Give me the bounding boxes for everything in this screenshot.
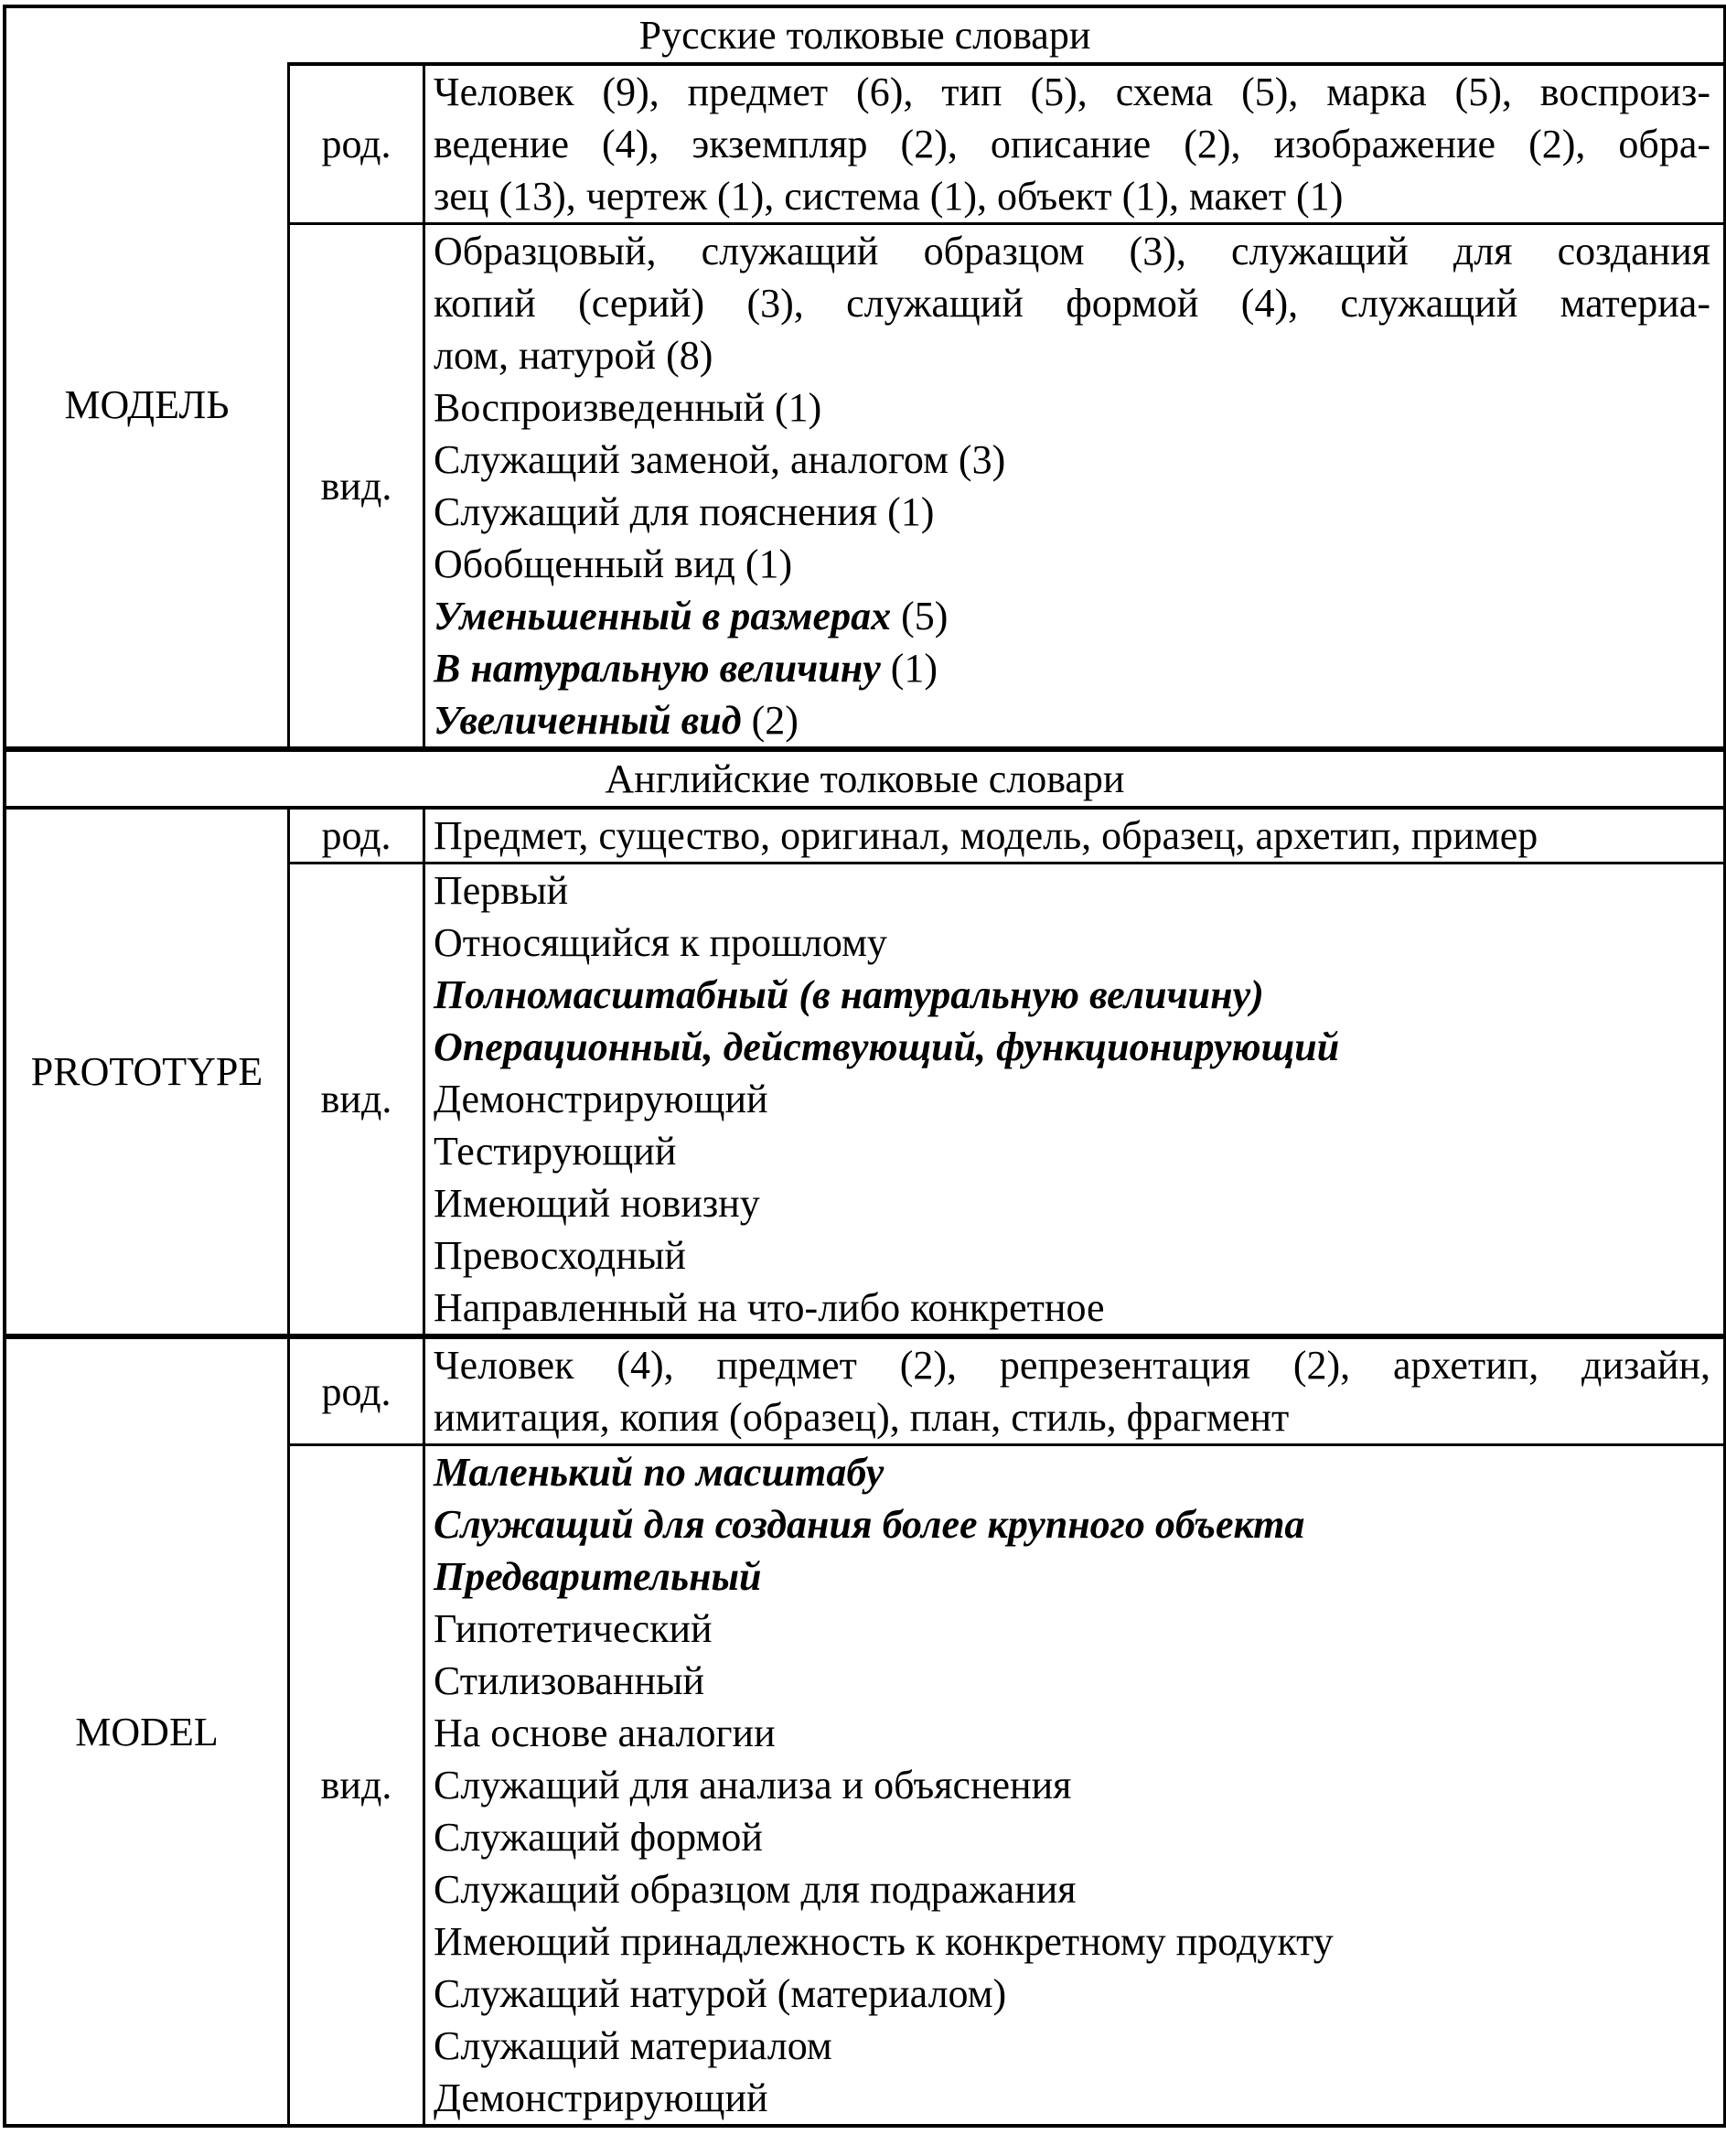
definition-line: Демонстрирующий xyxy=(434,1077,768,1121)
definition-line: На основе аналогии xyxy=(434,1711,776,1755)
definition-line: Имеющий новизну xyxy=(434,1181,760,1226)
section-header-russian-dictionaries: Русские толковые словари xyxy=(6,8,1723,62)
species-label-model-en: вид. xyxy=(290,1443,425,2124)
definition-emphasized-text: Полномасштабный (в натуральную величину) xyxy=(434,972,1264,1017)
definition-line: Служащий натурой (материалом) xyxy=(434,1971,1007,2016)
term-cell-model-ru: МОДЕЛЬ xyxy=(6,62,290,746)
definition-line: Воспроизведенный (1) xyxy=(434,385,822,430)
definition-line: Образцовый, служащий образцом (3), служащий для создания xyxy=(434,229,1710,274)
definition-emphasized-text: Служащий для создания более крупного объекта xyxy=(434,1502,1305,1547)
term-cell-model-en: MODEL xyxy=(6,1334,290,2124)
definition-line xyxy=(434,969,1710,1021)
species-label-model-ru: вид. xyxy=(290,222,425,746)
genus-definitions-model-en xyxy=(425,1334,1723,1443)
genus-label-model-en: род. xyxy=(290,1334,425,1443)
definition-emphasized-text: Операционный, действующий, функционирующий xyxy=(434,1024,1340,1069)
definition-emphasized-text: Маленький по масштабу xyxy=(434,1450,884,1495)
genus-label-model-ru: род. xyxy=(290,62,425,222)
definition-count: (5) xyxy=(891,594,949,638)
species-definitions-model-en xyxy=(425,1443,1723,2124)
definition-line: лом, натурой (8) xyxy=(434,333,713,378)
definition-line xyxy=(434,1021,1710,1073)
definition-line: Служащий заменой, аналогом (3) xyxy=(434,437,1006,482)
definition-line: Демонстрирующий xyxy=(434,2076,768,2120)
definition-line: Служащий для пояснения (1) xyxy=(434,489,935,534)
dictionary-comparison-table xyxy=(3,5,1726,2128)
definition-emphasized-text: Увеличенный вид xyxy=(434,698,742,743)
definition-line: копий (серий) (3), служащий формой (4), служащий материа- xyxy=(434,281,1710,326)
definition-line: Предмет, существо, оригинал, модель, образец, архетип, пример xyxy=(434,813,1538,858)
section-header-english-dictionaries: Английские толковые словари xyxy=(6,746,1723,806)
definition-line xyxy=(434,1498,1710,1550)
definition-line: зец (13), чертеж (1), система (1), объект (1), макет (1) xyxy=(434,174,1344,219)
definition-emphasized-text: В натуральную величину xyxy=(434,646,881,691)
genus-definitions-model-ru xyxy=(425,62,1723,222)
definition-line: Имеющий принадлежность к конкретному продукту xyxy=(434,1919,1334,1964)
definition-line xyxy=(434,1550,1710,1603)
definition-line: Относящийся к прошлому xyxy=(434,920,887,965)
definition-line: ведение (4), экземпляр (2), описание (2), изображение (2), обра- xyxy=(434,122,1710,166)
definition-line xyxy=(434,642,1710,694)
species-definitions-model-ru xyxy=(425,222,1723,746)
genus-label-prototype: род. xyxy=(290,806,425,862)
definition-count: (2) xyxy=(741,698,799,743)
definition-line: Человек (9), предмет (6), тип (5), схема (5), марка (5), воспроиз- xyxy=(434,70,1710,114)
definition-line: Обобщенный вид (1) xyxy=(434,542,793,586)
definition-line: Тестирующий xyxy=(434,1129,677,1174)
definition-count: (1) xyxy=(880,646,938,691)
definition-line: Человек (4), предмет (2), репрезентация (2), архетип, дизайн, xyxy=(434,1343,1710,1388)
genus-definitions-prototype xyxy=(425,806,1723,862)
definition-line: Направленный на что-либо конкретное xyxy=(434,1285,1105,1330)
definition-line xyxy=(434,1446,1710,1498)
definition-line: Превосходный xyxy=(434,1233,686,1278)
definition-line: Служащий образцом для подражания xyxy=(434,1867,1077,1912)
definition-line: Служащий для анализа и объяснения xyxy=(434,1763,1072,1807)
species-label-prototype: вид. xyxy=(290,862,425,1334)
term-cell-prototype: PROTOTYPE xyxy=(6,806,290,1334)
definition-line xyxy=(434,590,1710,642)
definition-line: Первый xyxy=(434,868,569,913)
definition-line: Гипотетический xyxy=(434,1606,713,1651)
definition-line xyxy=(434,694,1710,746)
species-definitions-prototype xyxy=(425,862,1723,1334)
definition-emphasized-text: Предварительный xyxy=(434,1554,762,1599)
definition-emphasized-text: Уменьшенный в размерах xyxy=(434,594,892,638)
definition-line: имитация, копия (образец), план, стиль, фрагмент xyxy=(434,1395,1290,1440)
definition-line: Служащий формой xyxy=(434,1815,763,1860)
definition-line: Служащий материалом xyxy=(434,2023,832,2068)
definition-line: Стилизованный xyxy=(434,1658,705,1703)
